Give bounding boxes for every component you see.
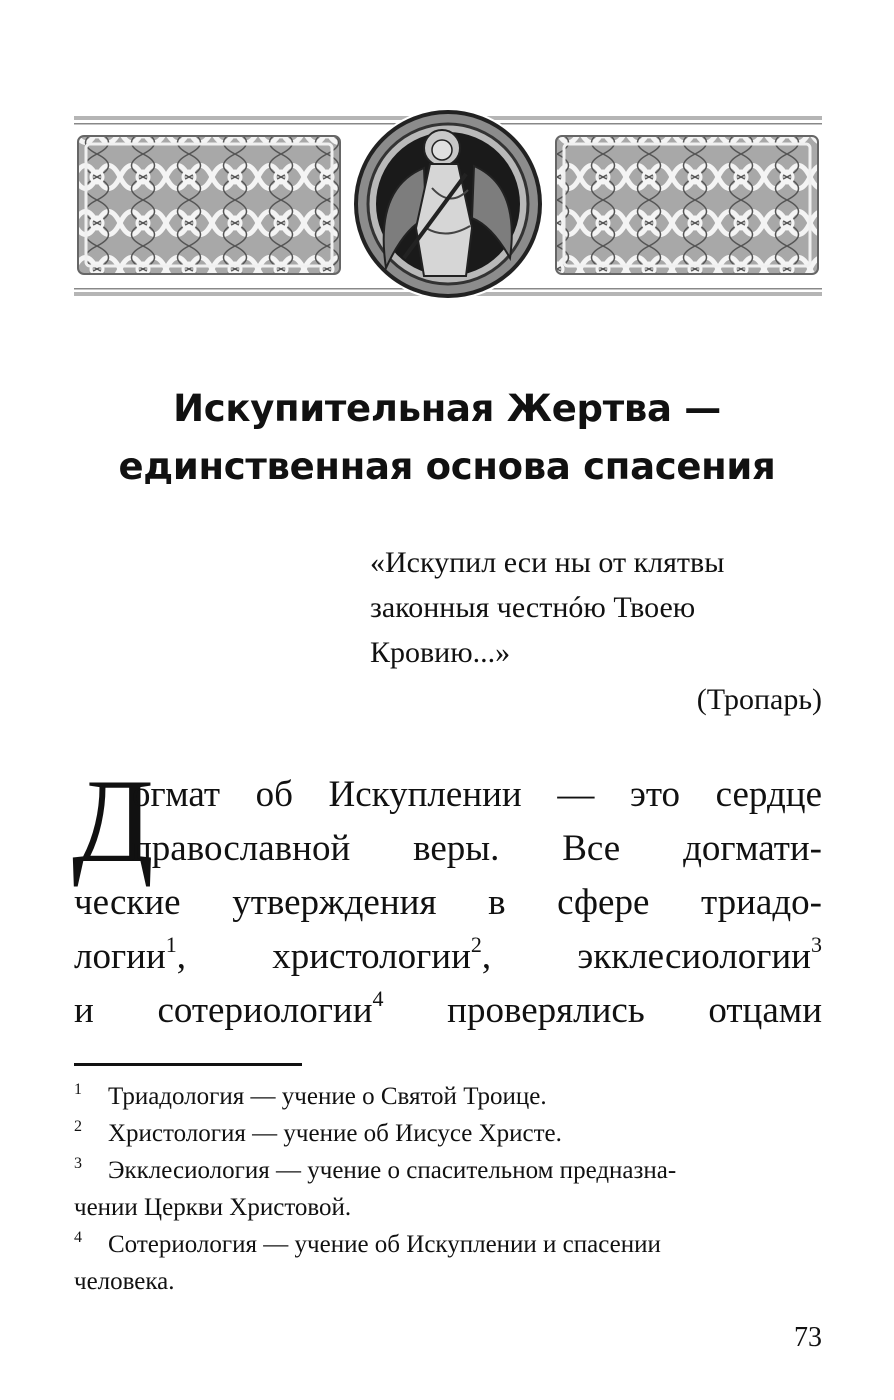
body-paragraph [74,768,822,1038]
drop-cap-letter: Д [72,754,154,887]
epigraph-line-2: законныя честнóю Твоею [370,591,696,624]
footnotes [74,1078,822,1300]
page-number: 73 [794,1322,822,1353]
footnote-ref-1[interactable]: 1 [165,932,177,957]
ornamental-header-band [74,108,822,300]
footnote-4-continuation: человека. [74,1268,175,1295]
body-line-3: ческие утверждения в сфере триадо- [74,882,822,923]
body-line-4-part-b: , христологии [176,936,471,977]
body-line-5 [74,984,822,1038]
body-line-5-part-b: проверялись отцами [383,990,822,1031]
footnote-text: Триадология — учение о Святой Троице. [108,1083,547,1110]
footnote-separator [74,1063,302,1066]
footnote-1: 1 Триадология — учение о Святой Троице. [74,1081,547,1110]
title-line-2: единственная основа спасения [118,445,776,488]
footnote-2: 2 Христология — учение об Иисусе Христе. [74,1118,562,1147]
ornament-illustration [74,108,822,300]
footnote-text: Экклесиология — учение о спасительном предназна- [108,1157,677,1184]
footnote-3: 3 Экклесиология — учение о спасительном предназна- [74,1155,677,1184]
footnote-text: Сотериология — учение об Искуплении и спасении [108,1231,661,1258]
body-line-5-part-a: и сотериологии [74,990,373,1031]
footnote-4: 4 Сотериология — учение об Искуплении и спасении [74,1229,661,1258]
epigraph [370,540,822,722]
footnote-ref-3[interactable]: 3 [810,932,822,957]
footnote-ref-2[interactable]: 2 [470,932,482,957]
footnote-text: Христология — учение об Иисусе Христе. [108,1120,562,1147]
epigraph-line-1: «Искупил еси ны от клятвы [370,546,725,579]
body-line-2: православной веры. Все догмати- [132,828,822,869]
epigraph-line-3: Кровию...» [370,636,511,669]
chapter-title [0,380,894,496]
body-line-4-part-c: , экклесиологии [481,936,811,977]
footnote-3-continuation: чении Церкви Христовой. [74,1194,352,1221]
body-line-1: огмат об Искуплении — это сердце [132,774,822,815]
body-line-4-part-a: логии [74,936,166,977]
title-line-1: Искупительная Жертва — [173,387,721,430]
body-line-4 [74,930,822,984]
epigraph-source: (Тропарь) [696,683,822,716]
footnote-ref-4[interactable]: 4 [372,986,384,1011]
